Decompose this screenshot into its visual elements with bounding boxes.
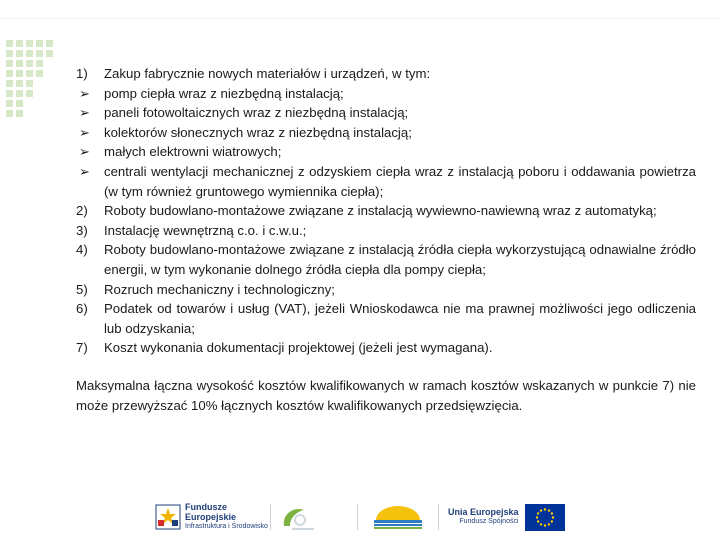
list-marker: 3) xyxy=(76,222,88,238)
unia-europejska-logo xyxy=(448,500,565,534)
decorative-dot xyxy=(16,90,23,97)
list-item-text: Roboty budowlano-montażowe związane z instalacją źródła ciepła wykorzystującą odnawialne źródło energii, w tym wykonanie dolnego źródła ciepła dla pompy ciepła; xyxy=(104,242,696,277)
decorative-dot xyxy=(6,110,13,117)
eu-star xyxy=(539,509,541,511)
list-item xyxy=(76,280,696,300)
decorative-dot xyxy=(16,80,23,87)
decorative-dot xyxy=(46,50,53,57)
list-item xyxy=(76,142,696,162)
eu-logo-line2: Fundusz Spójności xyxy=(459,518,519,525)
list-item-text: Rozruch mechaniczny i technologiczny; xyxy=(104,281,335,297)
list-item-text: Roboty budowlano-montażowe związane z instalacją wywiewno-nawiewną wraz z automatyką; xyxy=(104,203,657,219)
decorative-dot xyxy=(36,60,43,67)
list-item-text: Zakup fabrycznie nowych materiałów i urządzeń, w tym: xyxy=(104,66,431,81)
arrow-bullet-icon: ➢ xyxy=(79,124,90,140)
footer-separator xyxy=(357,504,358,530)
decorative-dot xyxy=(36,70,43,77)
eu-star xyxy=(547,523,549,525)
nfosigw-logo xyxy=(368,500,428,534)
eu-star xyxy=(547,509,549,511)
summary-paragraph: Maksymalna łączna wysokość kosztów kwalifikowanych w ramach kosztów wskazanych w punkcie 7) nie może przewyższać 10% łącznych kosztów kwalifikowanych przedsięwzięcia. xyxy=(76,377,696,413)
eu-star xyxy=(536,520,538,522)
list-item xyxy=(76,201,696,221)
arrow-bullet-icon: ➢ xyxy=(79,105,90,121)
list-item-text: Podatek od towarów i usług (VAT), jeżeli Wnioskodawca nie ma prawnej możliwości jego odliczenia lub odzyskania; xyxy=(104,301,696,336)
list-item-text: paneli fotowoltaicznych wraz z niezbędną instalacją; xyxy=(104,105,409,121)
decorative-dot xyxy=(16,110,23,117)
footer-separator xyxy=(438,504,439,530)
list-marker: 4) xyxy=(76,242,88,258)
decorative-dot xyxy=(6,50,13,57)
eu-flag-icon xyxy=(525,504,565,531)
fundusze-europejskie-logo xyxy=(155,500,268,534)
decorative-dot xyxy=(26,40,33,47)
list-item xyxy=(76,123,696,143)
eu-star xyxy=(550,512,552,514)
list-item-text: Instalację wewnętrzną c.o. i c.w.u.; xyxy=(104,222,307,238)
arrow-bullet-icon: ➢ xyxy=(79,85,90,101)
eu-star xyxy=(539,523,541,525)
sun-wave-icon xyxy=(368,502,428,532)
decorative-dot-pattern xyxy=(0,40,60,120)
eu-logo-line1: Unia Europejska xyxy=(448,507,519,517)
list-item xyxy=(76,338,696,358)
decorative-dot xyxy=(46,40,53,47)
list-marker: 5) xyxy=(76,281,88,297)
eu-star xyxy=(551,516,553,518)
eu-star xyxy=(543,524,545,526)
list-item xyxy=(76,299,696,338)
decorative-dot xyxy=(26,90,33,97)
list-item-text: małych elektrowni wiatrowych; xyxy=(104,144,282,160)
arrow-bullet-icon: ➢ xyxy=(79,163,90,179)
decorative-dot xyxy=(16,60,23,67)
footer-separator xyxy=(270,504,271,530)
document-body xyxy=(76,64,696,415)
list-item xyxy=(76,64,696,84)
decorative-dot xyxy=(26,60,33,67)
list-marker: 1) xyxy=(76,66,88,81)
decorative-dot xyxy=(26,70,33,77)
program-logo xyxy=(278,500,318,534)
list-marker: 2) xyxy=(76,203,88,219)
list-item xyxy=(76,221,696,241)
decorative-dot xyxy=(6,70,13,77)
list-marker: 7) xyxy=(76,340,88,356)
decorative-dot xyxy=(16,70,23,77)
footer-logo-bar xyxy=(0,500,720,540)
list-item xyxy=(76,84,696,104)
decorative-dot xyxy=(36,50,43,57)
top-divider xyxy=(0,18,720,19)
decorative-dot xyxy=(6,40,13,47)
eu-star xyxy=(535,516,537,518)
arrow-bullet-icon: ➢ xyxy=(79,144,90,160)
decorative-dot xyxy=(6,80,13,87)
eu-star xyxy=(550,520,552,522)
decorative-dot xyxy=(26,50,33,57)
list-item-text: Koszt wykonania dokumentacji projektowej (jeżeli jest wymagana). xyxy=(104,340,493,356)
leaf-swirl-icon xyxy=(278,502,318,532)
fe-logo-line1: Fundusze xyxy=(185,502,227,512)
eu-star xyxy=(536,512,538,514)
list-item xyxy=(76,162,696,201)
eu-star xyxy=(543,508,545,510)
list-item xyxy=(76,103,696,123)
decorative-dot xyxy=(16,100,23,107)
decorative-dot xyxy=(26,80,33,87)
decorative-dot xyxy=(16,40,23,47)
fe-logo-line2: Europejskie xyxy=(185,512,237,522)
fe-logo-line3: Infrastruktura i Środowisko xyxy=(185,523,268,530)
decorative-dot xyxy=(6,100,13,107)
fe-star-icon xyxy=(155,504,181,530)
decorative-dot xyxy=(6,60,13,67)
list-marker: 6) xyxy=(76,301,88,317)
decorative-dot xyxy=(36,40,43,47)
list-item-text: kolektorów słonecznych wraz z niezbędną instalacją; xyxy=(104,124,412,140)
decorative-dot xyxy=(6,90,13,97)
decorative-dot xyxy=(16,50,23,57)
list-item-text: pomp ciepła wraz z niezbędną instalacją; xyxy=(104,85,344,101)
list-item xyxy=(76,240,696,279)
list-item-text: centrali wentylacji mechanicznej z odzyskiem ciepła wraz z instalacją poboru i oddawania powietrza (w tym również gruntowego wymiennika ciepła); xyxy=(104,163,696,199)
